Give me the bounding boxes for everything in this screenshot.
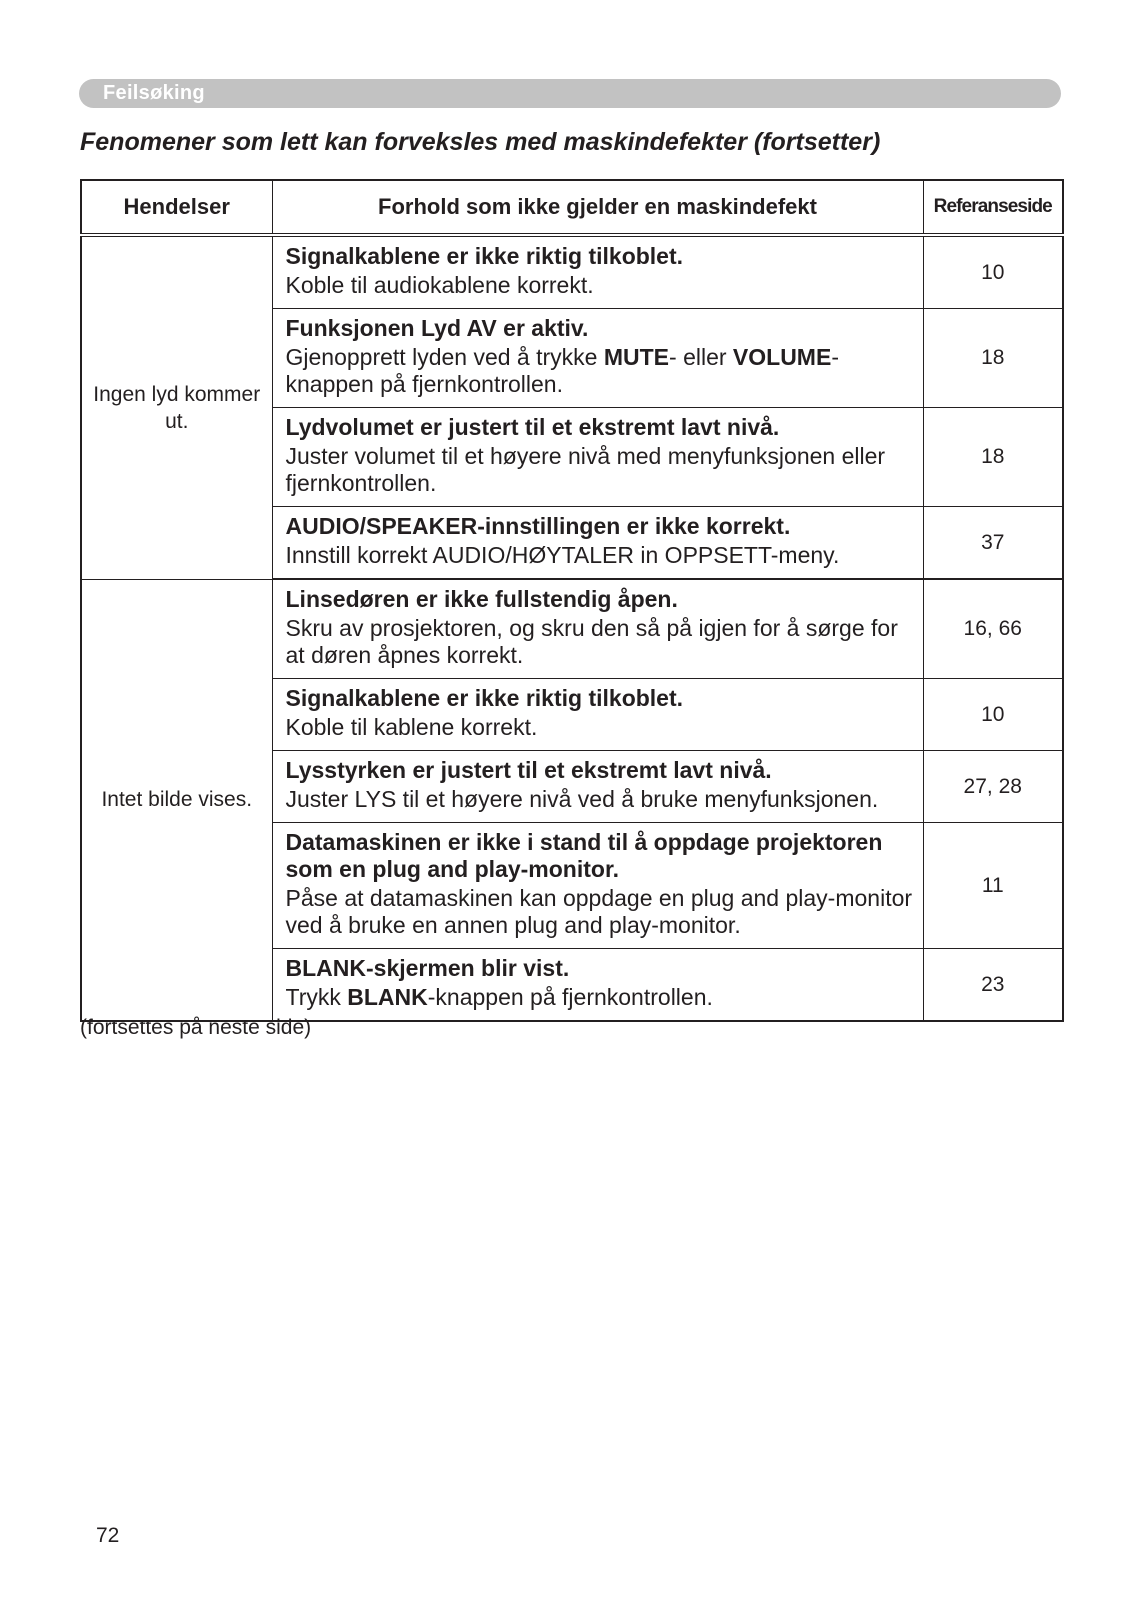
- table-header-row: [81, 180, 1063, 235]
- condition-cell: [272, 751, 923, 823]
- condition-cell: [272, 235, 923, 309]
- condition-text: [286, 984, 915, 1011]
- column-header-conditions: Forhold som ikke gjelder en maskindefekt: [272, 180, 923, 235]
- column-header-reference: Referanseside: [923, 180, 1063, 235]
- condition-text-part: - eller: [669, 344, 733, 370]
- reference-page: 10: [923, 235, 1063, 309]
- button-name-mute: MUTE: [603, 344, 670, 370]
- condition-cell: [272, 949, 923, 1022]
- reference-page: 10: [923, 679, 1063, 751]
- condition-title: Signalkablene er ikke riktig tilkoblet.: [285, 243, 684, 269]
- table-row: [81, 579, 1063, 679]
- condition-title: Signalkablene er ikke riktig tilkoblet.: [285, 685, 684, 711]
- condition-cell: [272, 823, 923, 949]
- table-row: [81, 235, 1063, 309]
- reference-page: 37: [923, 507, 1063, 580]
- reference-page: 23: [923, 949, 1063, 1022]
- condition-cell: [272, 579, 923, 679]
- condition-text: Koble til audiokablene korrekt.: [285, 272, 594, 298]
- condition-text: Innstill korrekt AUDIO/HØYTALER in OPPSETT-meny.: [285, 542, 840, 568]
- reference-page: 27, 28: [923, 751, 1063, 823]
- section-label: Feilsøking: [103, 82, 205, 104]
- reference-page: 16, 66: [923, 579, 1063, 679]
- condition-cell: [272, 408, 923, 507]
- button-name-blank: BLANK: [347, 984, 428, 1010]
- page-number: 72: [96, 1524, 120, 1547]
- condition-cell: [272, 679, 923, 751]
- condition-text-part: Trykk: [285, 984, 348, 1010]
- condition-text: Juster volumet til et høyere nivå med menyfunksjonen eller fjernkontrollen.: [285, 443, 886, 496]
- event-cell-no-picture: Intet bilde vises.: [81, 579, 272, 1021]
- condition-title: Linsedøren er ikke fullstendig åpen.: [285, 586, 678, 612]
- condition-cell: [272, 507, 923, 580]
- continued-note: (fortsettes på neste side): [80, 1016, 312, 1039]
- column-header-events: Hendelser: [81, 180, 272, 235]
- condition-text: [286, 344, 915, 398]
- reference-page: 18: [923, 309, 1063, 408]
- condition-title: Datamaskinen er ikke i stand til å oppdage projektoren som en plug and play-monitor.: [285, 829, 883, 882]
- condition-text: Koble til kablene korrekt.: [285, 714, 538, 740]
- condition-title: Lysstyrken er justert til et ekstremt lavt nivå.: [285, 757, 772, 783]
- condition-title: Funksjonen Lyd AV er aktiv.: [285, 315, 589, 341]
- condition-text-part: Gjenopprett lyden ved å trykke: [285, 344, 604, 370]
- condition-title: AUDIO/SPEAKER-innstillingen er ikke korrekt.: [285, 513, 791, 539]
- condition-text: Påse at datamaskinen kan oppdage en plug and play-monitor ved å bruke en annen plug and play-monitor.: [285, 885, 913, 938]
- condition-text: Skru av prosjektoren, og skru den så på igjen for å sørge for at døren åpnes korrekt.: [285, 615, 898, 668]
- troubleshooting-table: [80, 179, 1064, 1022]
- condition-title: BLANK-skjermen blir vist.: [285, 955, 570, 981]
- condition-text-part: -knappen på fjernkontrollen.: [285, 344, 839, 397]
- reference-page: 11: [923, 823, 1063, 949]
- page-title: Fenomener som lett kan forveksles med maskindefekter (fortsetter): [80, 128, 881, 156]
- section-header-bar: [79, 79, 1061, 108]
- condition-text: Juster LYS til et høyere nivå ved å bruke menyfunksjonen.: [285, 786, 879, 812]
- event-cell-no-sound: Ingen lyd kommer ut.: [81, 235, 272, 579]
- condition-cell: [272, 309, 923, 408]
- condition-text-part: -knappen på fjernkontrollen.: [427, 984, 713, 1010]
- button-name-volume: VOLUME: [732, 344, 832, 370]
- reference-page: 18: [923, 408, 1063, 507]
- condition-title: Lydvolumet er justert til et ekstremt lavt nivå.: [285, 414, 780, 440]
